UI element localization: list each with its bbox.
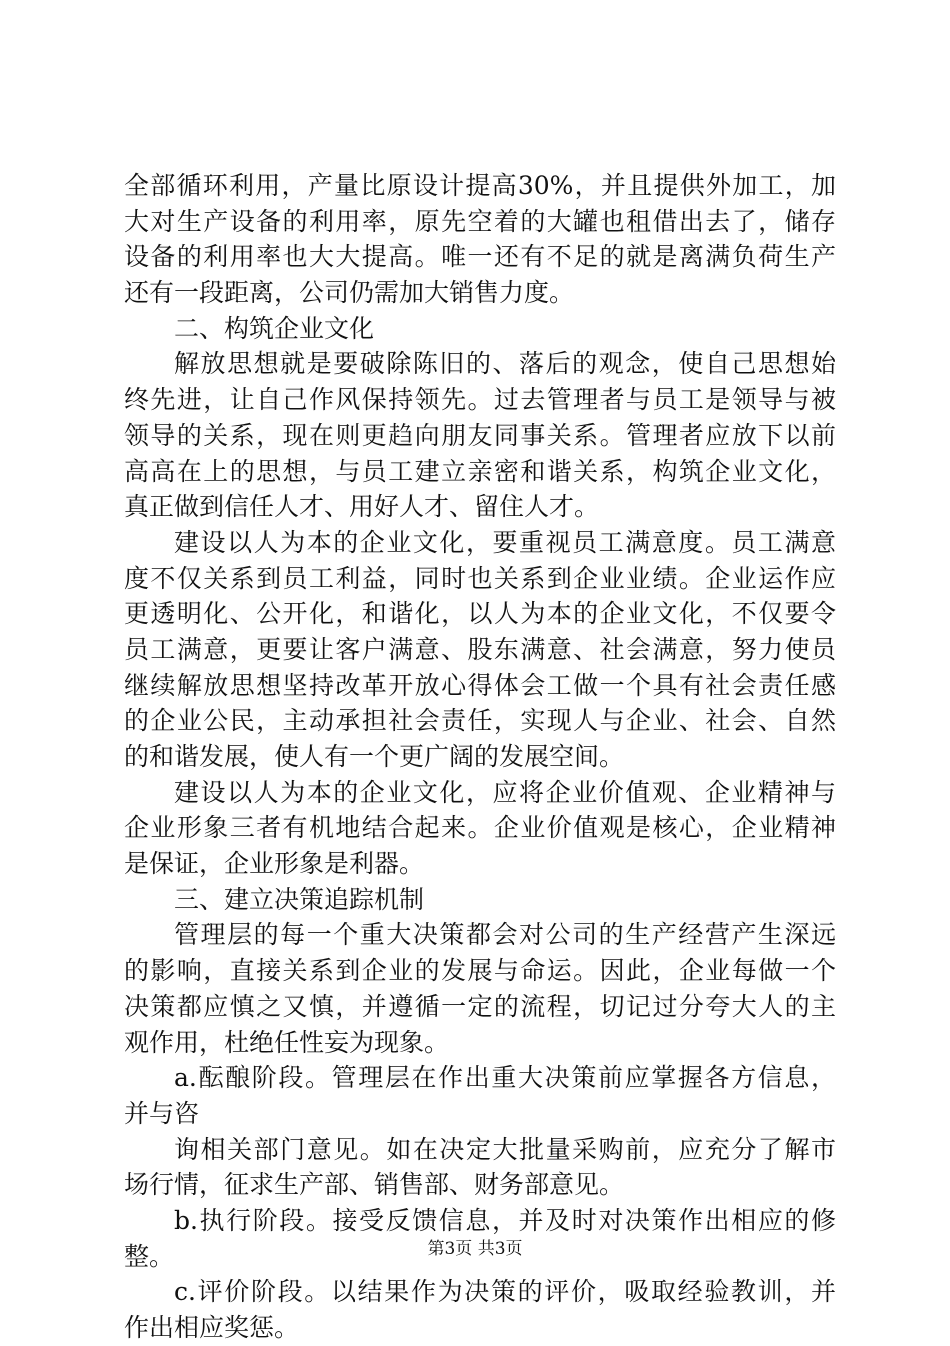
text-line: 企业形象三者有机地结合起来。企业价值观是核心，企业精神 (124, 813, 836, 843)
text-line: 高高在上的思想，与员工建立亲密和谐关系，构筑企业文化， (124, 456, 836, 486)
page-footer: 第3页 共3页 (427, 1239, 523, 1259)
text-line: 解放思想就是要破除陈旧的、落后的观念，使自己思想始 (174, 349, 836, 379)
text-line: 度不仅关系到员工利益，同时也关系到企业业绩。企业运作应 (124, 563, 836, 593)
text-line: a.酝酿阶段。管理层在作出重大决策前应掌握各方信息， (174, 1063, 836, 1093)
text-line: 领导的关系，现在则更趋向朋友同事关系。管理者应放下以前 (124, 420, 836, 450)
text-line: 的和谐发展，使人有一个更广阔的发展空间。 (124, 742, 625, 771)
text-line: 二、构筑企业文化 (174, 313, 375, 343)
text-line: b.执行阶段。接受反馈信息，并及时对决策作出相应的修 (174, 1205, 836, 1235)
text-line: 观作用，杜绝任性妄为现象。 (124, 1027, 450, 1057)
text-line: c.评价阶段。以结果作为决策的评价，吸取经验教训，并 (174, 1277, 836, 1307)
text-line: 大对生产设备的利用率，原先空着的大罐也租借出去了，储存 (124, 206, 836, 236)
text-line: 真正做到信任人才、用好人才、留住人才。 (124, 492, 600, 522)
text-line: 终先进，让自己作风保持领先。过去管理者与员工是领导与被 (124, 385, 836, 415)
text-line: 的企业公民，主动承担社会责任，实现人与企业、社会、自然 (124, 706, 836, 736)
text-line: 继续解放思想坚持改革开放心得体会工做一个具有社会责任感 (124, 670, 836, 700)
text-line: 是保证，企业形象是利器。 (124, 849, 425, 879)
text-line: 的影响，直接关系到企业的发展与命运。因此，企业每做一个 (124, 956, 836, 986)
text-line: 更透明化、公开化，和谐化，以人为本的企业文化，不仅要令 (124, 599, 836, 629)
text-line: 还有一段距离，公司仍需加大销售力度。 (124, 278, 575, 308)
text-line: 场行情，征求生产部、销售部、财务部意见。 (124, 1170, 625, 1200)
text-line: 建设以人为本的企业文化，要重视员工满意度。员工满意 (174, 527, 836, 557)
text-line: 并与咨 (124, 1098, 200, 1128)
text-line: 管理层的每一个重大决策都会对公司的生产经营产生深远 (174, 920, 836, 950)
text-line: 三、建立决策追踪机制 (174, 884, 425, 914)
text-line: 询相关部门意见。如在决定大批量采购前，应充分了解市 (174, 1134, 836, 1164)
text-line: 设备的利用率也大大提高。唯一还有不足的就是离满负荷生产 (124, 242, 836, 272)
text-line: 决策都应慎之又慎，并遵循一定的流程，切记过分夸大人的主 (124, 991, 836, 1021)
text-line: 作出相应奖惩。 (124, 1313, 300, 1342)
text-line: 建设以人为本的企业文化，应将企业价值观、企业精神与 (174, 777, 836, 807)
document-body (124, 168, 836, 1346)
text-line: 全部循环利用，产量比原设计提高30%，并且提供外加工，加 (124, 171, 836, 200)
text-line: 整。 (124, 1241, 175, 1271)
text-line: 员工满意，更要让客户满意、股东满意、社会满意，努力使员 (124, 634, 836, 664)
